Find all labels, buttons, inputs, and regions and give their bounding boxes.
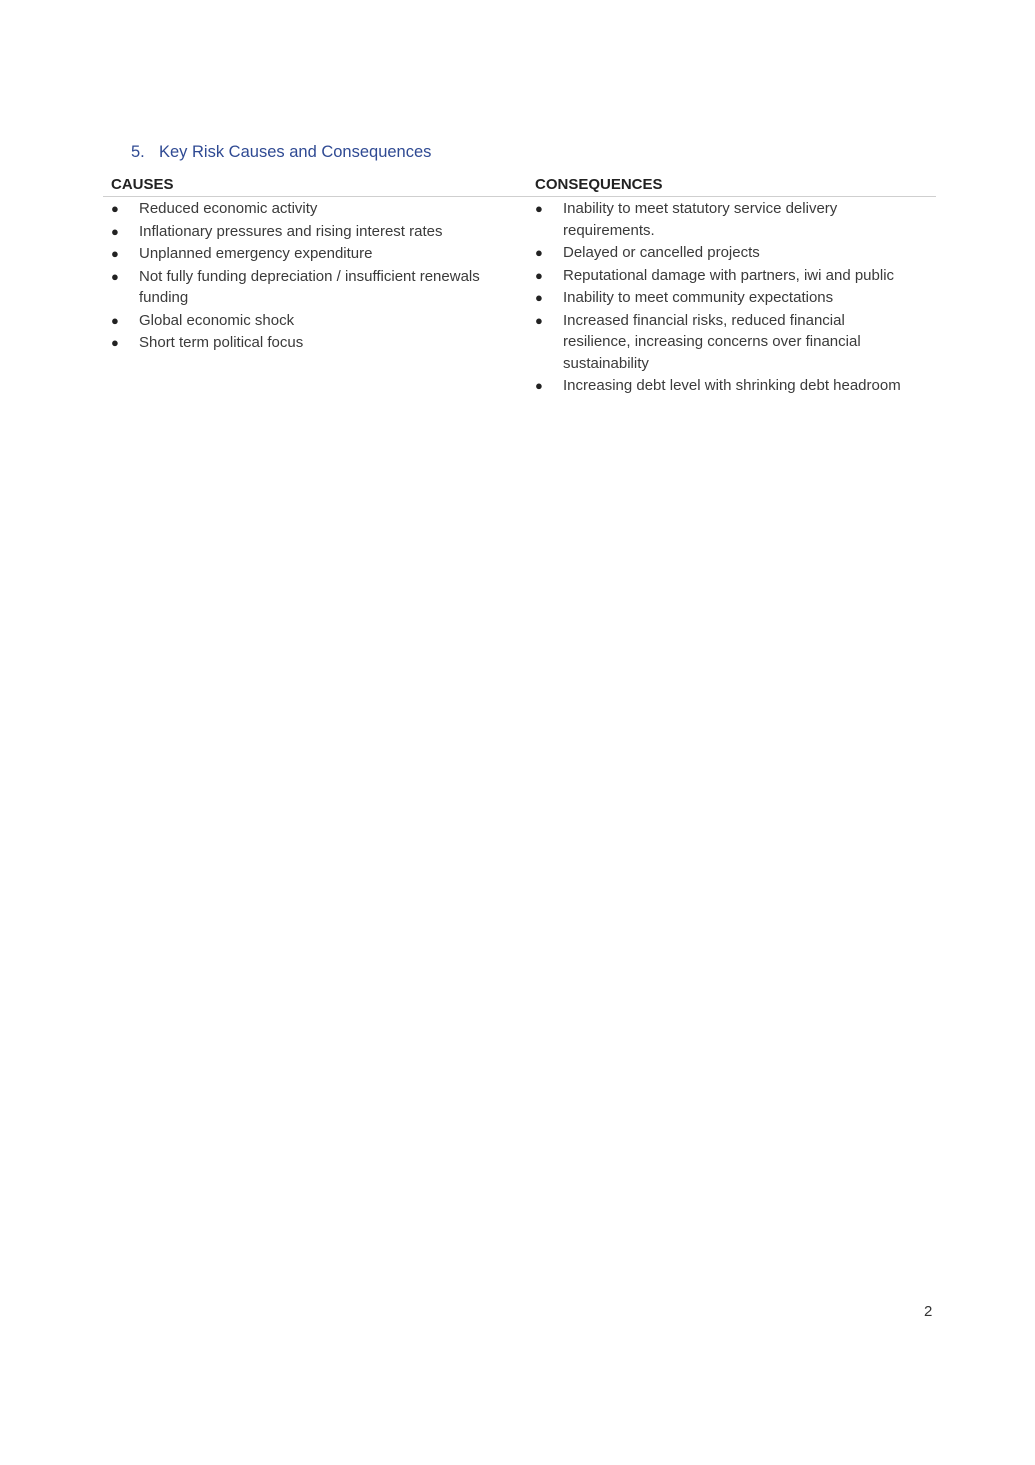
section-number: 5. — [131, 143, 145, 161]
table-body — [103, 197, 936, 398]
list-item — [527, 198, 936, 241]
consequence-text: Reputational damage with partners, iwi and public — [563, 266, 895, 284]
consequences-list — [527, 198, 936, 397]
consequence-text: Increasing debt level with shrinking debt headroom — [563, 377, 901, 394]
causes-list — [103, 198, 527, 354]
cause-text: Not fully funding depreciation / insufficient renewals funding — [139, 267, 480, 306]
bullet-icon: ● — [111, 201, 119, 216]
list-item — [527, 287, 936, 309]
list-item — [103, 310, 527, 332]
page-number: 2 — [924, 1303, 933, 1320]
list-item — [103, 243, 527, 265]
bullet-icon: ● — [111, 268, 119, 284]
table-header — [103, 174, 936, 197]
causes-column — [103, 198, 527, 398]
list-item — [527, 265, 936, 287]
bullet-icon: ● — [111, 312, 119, 328]
list-item — [103, 266, 527, 309]
list-item — [527, 375, 936, 397]
section-title: Key Risk Causes and Consequences — [159, 143, 432, 161]
list-item — [527, 310, 936, 375]
bullet-icon: ● — [535, 245, 543, 260]
causes-header: CAUSES — [111, 176, 174, 193]
list-item — [103, 332, 527, 354]
consequence-text: Inability to meet statutory service delivery requirements. — [563, 200, 838, 239]
consequence-text: Increased financial risks, reduced financial resilience, increasing concerns over financial sustainability — [563, 311, 861, 372]
bullet-icon: ● — [535, 312, 543, 328]
bullet-icon: ● — [535, 267, 543, 283]
bullet-icon: ● — [535, 378, 543, 393]
cause-text: Unplanned emergency expenditure — [139, 245, 373, 262]
consequences-header: CONSEQUENCES — [535, 176, 663, 193]
list-item — [103, 221, 527, 243]
cause-text: Short term political focus — [139, 334, 304, 351]
list-item — [527, 242, 936, 264]
consequences-column — [527, 198, 936, 398]
bullet-icon: ● — [535, 201, 543, 216]
cause-text: Reduced economic activity — [139, 200, 318, 217]
bullet-icon: ● — [111, 335, 119, 350]
bullet-icon: ● — [111, 246, 119, 261]
bullet-icon: ● — [111, 223, 119, 239]
cause-text: Inflationary pressures and rising interest rates — [139, 222, 443, 240]
list-item — [103, 198, 527, 220]
cause-text: Global economic shock — [139, 311, 295, 329]
consequence-text: Inability to meet community expectations — [563, 289, 834, 306]
risk-table — [103, 174, 936, 398]
bullet-icon: ● — [535, 290, 543, 305]
section-heading — [131, 143, 431, 162]
consequence-text: Delayed or cancelled projects — [563, 244, 760, 261]
